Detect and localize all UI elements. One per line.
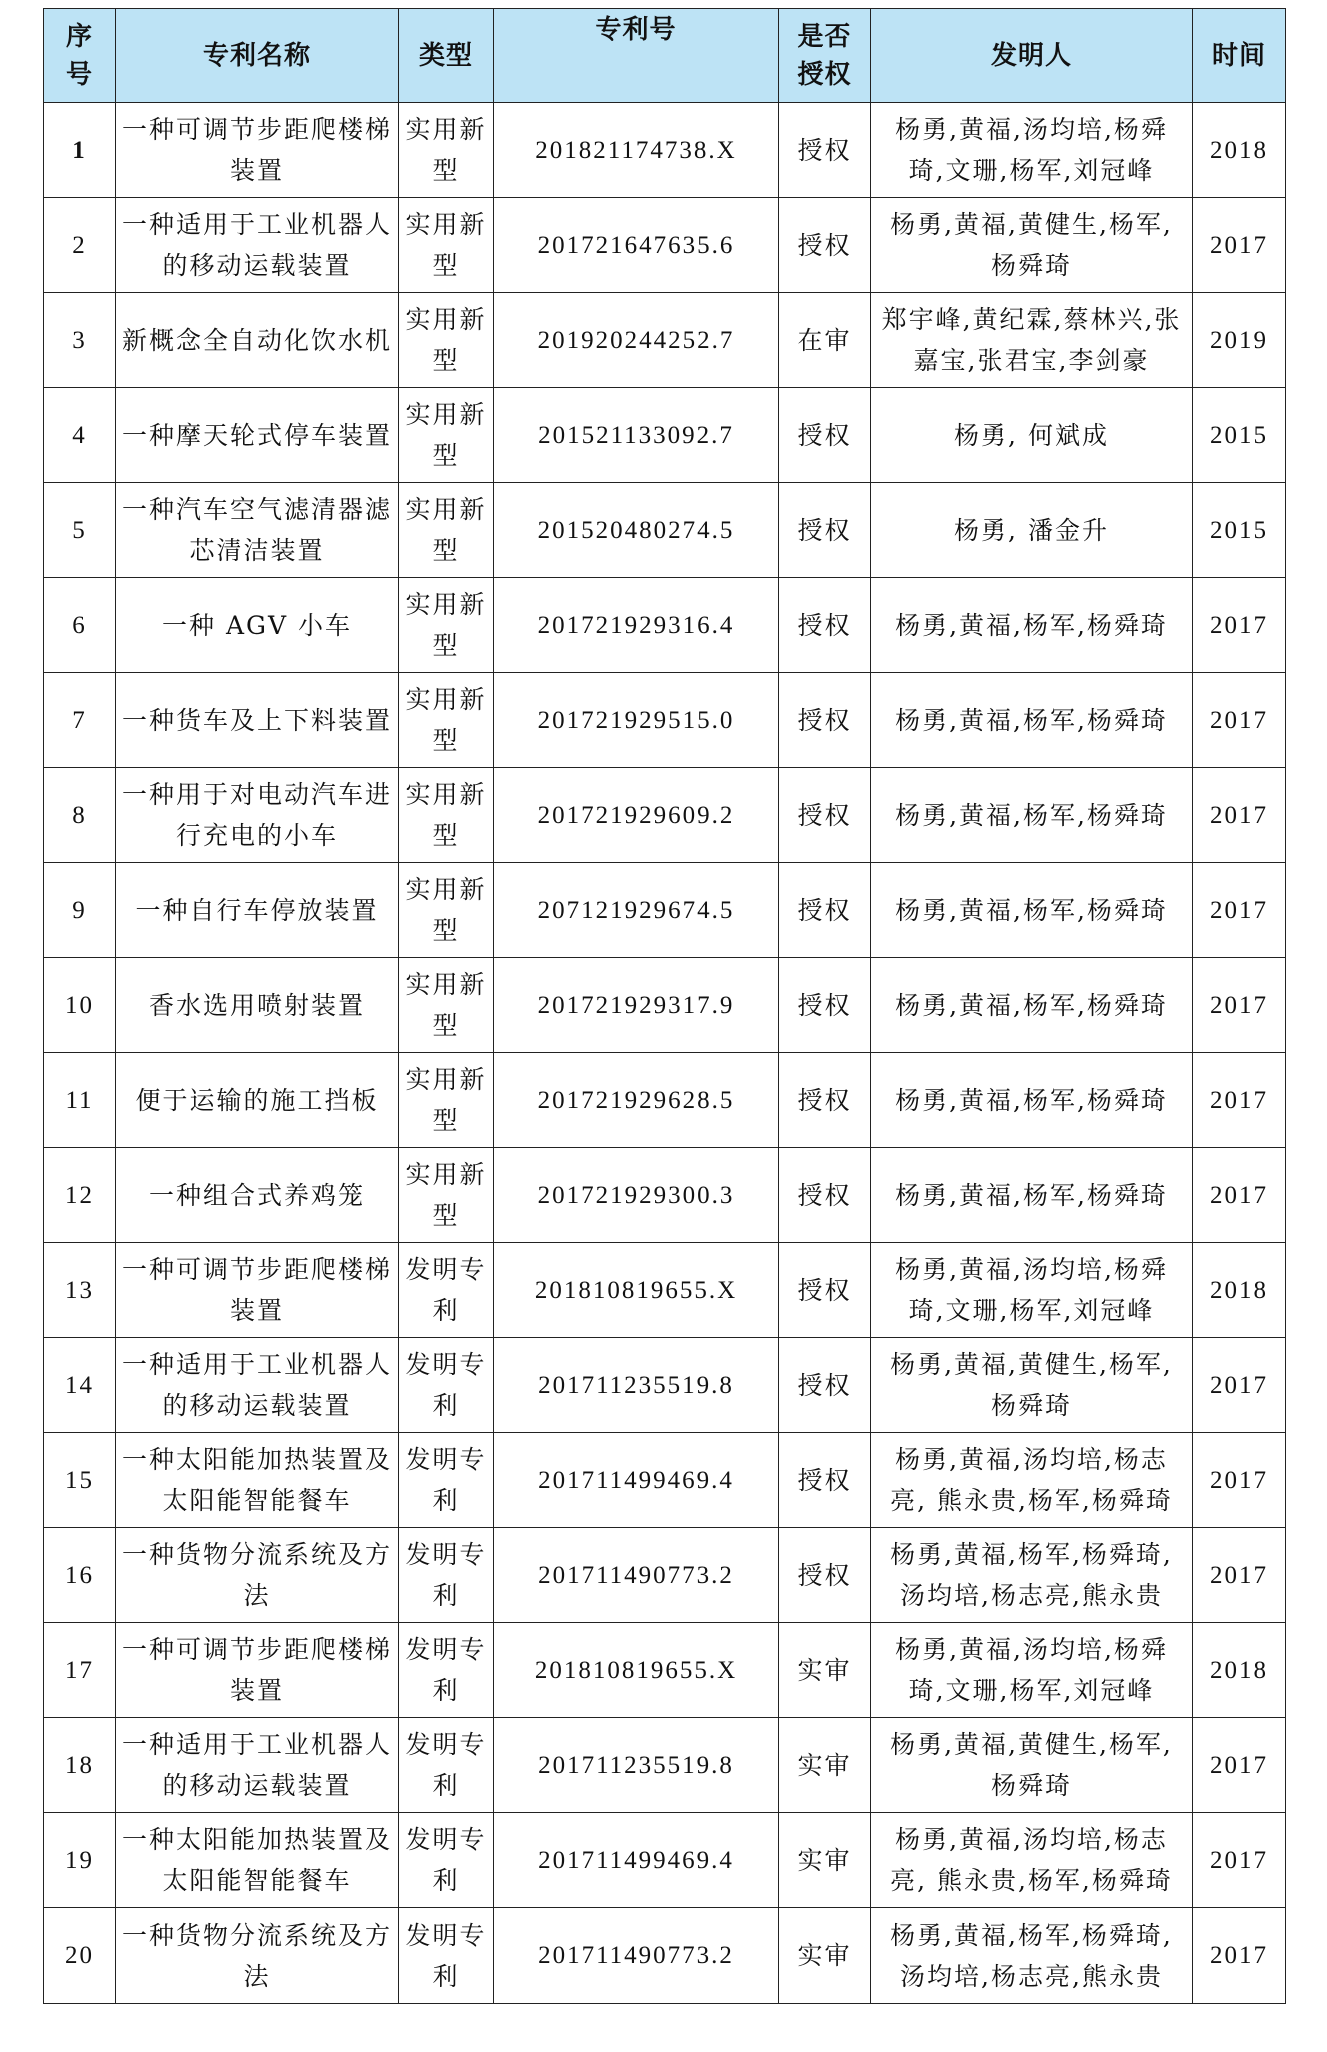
patent-number-cell: 201721647635.6 (494, 198, 779, 293)
row-num-cell: 17 (44, 1623, 116, 1718)
authorization-status-cell: 授权 (779, 1053, 871, 1148)
row-num-cell: 15 (44, 1433, 116, 1528)
patent-table-container (43, 8, 1285, 2004)
authorization-status-cell: 授权 (779, 863, 871, 958)
patent-number-cell: 201821174738.X (494, 103, 779, 198)
table-row (44, 293, 1286, 388)
table-row (44, 958, 1286, 1053)
inventors-cell: 杨勇,黄福,汤均培,杨志亮, 熊永贵,杨军,杨舜琦 (871, 1813, 1193, 1908)
authorization-status-cell: 授权 (779, 958, 871, 1053)
patent-number-cell: 207121929674.5 (494, 863, 779, 958)
table-row (44, 578, 1286, 673)
row-num-cell: 9 (44, 863, 116, 958)
table-row (44, 1433, 1286, 1528)
patent-number-cell: 201521133092.7 (494, 388, 779, 483)
authorization-status-cell: 授权 (779, 1528, 871, 1623)
year-cell: 2017 (1193, 958, 1286, 1053)
authorization-status-cell: 授权 (779, 1338, 871, 1433)
inventors-cell: 杨勇,黄福,汤均培,杨舜琦,文珊,杨军,刘冠峰 (871, 1243, 1193, 1338)
table-row (44, 673, 1286, 768)
header-num-text: 序 号 (65, 21, 93, 90)
patent-number-cell: 201711499469.4 (494, 1813, 779, 1908)
row-num-cell: 7 (44, 673, 116, 768)
year-cell: 2018 (1193, 1243, 1286, 1338)
patent-name-cell: 一种太阳能加热装置及太阳能智能餐车 (116, 1433, 399, 1528)
inventors-cell: 郑宇峰,黄纪霖,蔡林兴,张嘉宝,张君宝,李剑豪 (871, 293, 1193, 388)
patent-number-cell: 201711235519.8 (494, 1338, 779, 1433)
patent-number-cell: 201711490773.2 (494, 1908, 779, 2004)
inventors-cell: 杨勇,黄福,杨军,杨舜琦,汤均培,杨志亮,熊永贵 (871, 1528, 1193, 1623)
authorization-status-cell: 实审 (779, 1908, 871, 2004)
authorization-status-cell: 授权 (779, 103, 871, 198)
inventors-cell: 杨勇,黄福,汤均培,杨志亮, 熊永贵,杨军,杨舜琦 (871, 1433, 1193, 1528)
patent-number-cell: 201721929628.5 (494, 1053, 779, 1148)
inventors-cell: 杨勇,黄福,杨军,杨舜琦 (871, 863, 1193, 958)
inventors-cell: 杨勇,黄福,黄健生,杨军,杨舜琦 (871, 198, 1193, 293)
patent-number-cell: 201810819655.X (494, 1243, 779, 1338)
patent-number-cell: 201721929609.2 (494, 768, 779, 863)
patent-name-cell: 一种太阳能加热装置及太阳能智能餐车 (116, 1813, 399, 1908)
authorization-status-cell: 授权 (779, 578, 871, 673)
patent-number-cell: 201721929515.0 (494, 673, 779, 768)
patent-type-cell: 实用新型 (399, 768, 494, 863)
patent-name-cell: 新概念全自动化饮水机 (116, 293, 399, 388)
inventors-cell: 杨勇,黄福,杨军,杨舜琦 (871, 768, 1193, 863)
year-cell: 2017 (1193, 1053, 1286, 1148)
table-row (44, 483, 1286, 578)
inventors-cell: 杨勇,黄福,汤均培,杨舜琦,文珊,杨军,刘冠峰 (871, 103, 1193, 198)
table-row (44, 1338, 1286, 1433)
inventors-cell: 杨勇,黄福,杨军,杨舜琦 (871, 578, 1193, 673)
patent-name-cell: 一种适用于工业机器人的移动运载装置 (116, 1338, 399, 1433)
header-year: 时间 (1193, 9, 1286, 103)
patent-type-cell: 实用新型 (399, 293, 494, 388)
row-num-cell: 10 (44, 958, 116, 1053)
header-num (44, 9, 116, 103)
row-num-cell: 12 (44, 1148, 116, 1243)
patent-name-cell: 一种摩天轮式停车装置 (116, 388, 399, 483)
year-cell: 2018 (1193, 1623, 1286, 1718)
year-cell: 2017 (1193, 863, 1286, 958)
patent-name-cell: 一种货车及上下料装置 (116, 673, 399, 768)
table-row (44, 388, 1286, 483)
inventors-cell: 杨勇, 潘金升 (871, 483, 1193, 578)
patent-name-cell: 一种适用于工业机器人的移动运载装置 (116, 198, 399, 293)
patent-name-cell: 一种可调节步距爬楼梯装置 (116, 1623, 399, 1718)
patent-type-cell: 实用新型 (399, 198, 494, 293)
year-cell: 2017 (1193, 1148, 1286, 1243)
patent-type-cell: 实用新型 (399, 673, 494, 768)
row-num-cell: 6 (44, 578, 116, 673)
inventors-cell: 杨勇,黄福,杨军,杨舜琦,汤均培,杨志亮,熊永贵 (871, 1908, 1193, 2004)
patent-number-cell: 201721929317.9 (494, 958, 779, 1053)
patent-name-cell: 一种货物分流系统及方法 (116, 1908, 399, 2004)
patent-type-cell: 实用新型 (399, 863, 494, 958)
header-authorized (779, 9, 871, 103)
authorization-status-cell: 实审 (779, 1813, 871, 1908)
table-row (44, 1243, 1286, 1338)
table-row (44, 1148, 1286, 1243)
row-num-cell: 5 (44, 483, 116, 578)
year-cell: 2017 (1193, 1528, 1286, 1623)
year-cell: 2017 (1193, 1433, 1286, 1528)
patent-name-cell: 一种自行车停放装置 (116, 863, 399, 958)
authorization-status-cell: 实审 (779, 1718, 871, 1813)
patent-type-cell: 实用新型 (399, 1053, 494, 1148)
year-cell: 2017 (1193, 1813, 1286, 1908)
patent-number-cell: 201721929316.4 (494, 578, 779, 673)
patent-name-cell: 一种适用于工业机器人的移动运载装置 (116, 1718, 399, 1813)
patent-name-cell: 一种用于对电动汽车进行充电的小车 (116, 768, 399, 863)
row-num-cell: 11 (44, 1053, 116, 1148)
row-num-cell: 8 (44, 768, 116, 863)
authorization-status-cell: 授权 (779, 673, 871, 768)
row-num-cell: 1 (44, 103, 116, 198)
patent-type-cell: 发明专利 (399, 1908, 494, 2004)
inventors-cell: 杨勇,黄福,黄健生,杨军,杨舜琦 (871, 1338, 1193, 1433)
row-num-cell: 2 (44, 198, 116, 293)
authorization-status-cell: 授权 (779, 1433, 871, 1528)
table-row (44, 1908, 1286, 2004)
patent-type-cell: 实用新型 (399, 1148, 494, 1243)
authorization-status-cell: 实审 (779, 1623, 871, 1718)
patent-name-cell: 一种货物分流系统及方法 (116, 1528, 399, 1623)
inventors-cell: 杨勇, 何斌成 (871, 388, 1193, 483)
row-num-cell: 14 (44, 1338, 116, 1433)
row-num-cell: 20 (44, 1908, 116, 2004)
row-num-cell: 4 (44, 388, 116, 483)
inventors-cell: 杨勇,黄福,杨军,杨舜琦 (871, 958, 1193, 1053)
inventors-cell: 杨勇,黄福,杨军,杨舜琦 (871, 1148, 1193, 1243)
patent-type-cell: 发明专利 (399, 1623, 494, 1718)
year-cell: 2017 (1193, 198, 1286, 293)
year-cell: 2017 (1193, 578, 1286, 673)
row-num-cell: 3 (44, 293, 116, 388)
row-num-cell: 13 (44, 1243, 116, 1338)
patent-name-cell: 一种可调节步距爬楼梯装置 (116, 1243, 399, 1338)
table-row (44, 768, 1286, 863)
patent-type-cell: 实用新型 (399, 103, 494, 198)
table-header (44, 9, 1286, 103)
year-cell: 2017 (1193, 1908, 1286, 2004)
table-row (44, 1813, 1286, 1908)
year-cell: 2017 (1193, 1718, 1286, 1813)
inventors-cell: 杨勇,黄福,杨军,杨舜琦 (871, 1053, 1193, 1148)
authorization-status-cell: 在审 (779, 293, 871, 388)
patent-name-cell: 一种组合式养鸡笼 (116, 1148, 399, 1243)
row-num-cell: 16 (44, 1528, 116, 1623)
table-row (44, 1718, 1286, 1813)
year-cell: 2019 (1193, 293, 1286, 388)
patent-name-cell: 香水选用喷射装置 (116, 958, 399, 1053)
table-row (44, 863, 1286, 958)
authorization-status-cell: 授权 (779, 388, 871, 483)
inventors-cell: 杨勇,黄福,汤均培,杨舜琦,文珊,杨军,刘冠峰 (871, 1623, 1193, 1718)
year-cell: 2015 (1193, 483, 1286, 578)
patent-number-cell: 201810819655.X (494, 1623, 779, 1718)
authorization-status-cell: 授权 (779, 768, 871, 863)
header-inventors: 发明人 (871, 9, 1193, 103)
header-name: 专利名称 (116, 9, 399, 103)
inventors-cell: 杨勇,黄福,杨军,杨舜琦 (871, 673, 1193, 768)
patent-name-cell: 一种可调节步距爬楼梯装置 (116, 103, 399, 198)
table-row (44, 103, 1286, 198)
patent-name-cell: 便于运输的施工挡板 (116, 1053, 399, 1148)
patent-type-cell: 实用新型 (399, 578, 494, 673)
patent-number-cell: 201711490773.2 (494, 1528, 779, 1623)
patent-type-cell: 实用新型 (399, 483, 494, 578)
patent-number-cell: 201721929300.3 (494, 1148, 779, 1243)
header-patent-no: 专利号 (494, 9, 779, 103)
patent-type-cell: 发明专利 (399, 1433, 494, 1528)
patent-table (43, 8, 1286, 2004)
authorization-status-cell: 授权 (779, 483, 871, 578)
table-row (44, 1528, 1286, 1623)
patent-type-cell: 发明专利 (399, 1338, 494, 1433)
patent-number-cell: 201711499469.4 (494, 1433, 779, 1528)
patent-type-cell: 发明专利 (399, 1243, 494, 1338)
header-authorized-text: 是否 授权 (797, 21, 852, 90)
year-cell: 2017 (1193, 768, 1286, 863)
patent-number-cell: 201520480274.5 (494, 483, 779, 578)
patent-type-cell: 实用新型 (399, 958, 494, 1053)
patent-type-cell: 发明专利 (399, 1813, 494, 1908)
inventors-cell: 杨勇,黄福,黄健生,杨军,杨舜琦 (871, 1718, 1193, 1813)
row-num-cell: 19 (44, 1813, 116, 1908)
authorization-status-cell: 授权 (779, 1243, 871, 1338)
patent-number-cell: 201711235519.8 (494, 1718, 779, 1813)
authorization-status-cell: 授权 (779, 198, 871, 293)
header-row (44, 9, 1286, 103)
year-cell: 2017 (1193, 1338, 1286, 1433)
year-cell: 2015 (1193, 388, 1286, 483)
patent-name-cell: 一种 AGV 小车 (116, 578, 399, 673)
patent-type-cell: 发明专利 (399, 1718, 494, 1813)
year-cell: 2017 (1193, 673, 1286, 768)
year-cell: 2018 (1193, 103, 1286, 198)
table-body (44, 103, 1286, 2004)
patent-number-cell: 201920244252.7 (494, 293, 779, 388)
table-row (44, 1053, 1286, 1148)
patent-type-cell: 实用新型 (399, 388, 494, 483)
table-row (44, 1623, 1286, 1718)
table-row (44, 198, 1286, 293)
header-type: 类型 (399, 9, 494, 103)
patent-type-cell: 发明专利 (399, 1528, 494, 1623)
row-num-cell: 18 (44, 1718, 116, 1813)
authorization-status-cell: 授权 (779, 1148, 871, 1243)
patent-name-cell: 一种汽车空气滤清器滤芯清洁装置 (116, 483, 399, 578)
